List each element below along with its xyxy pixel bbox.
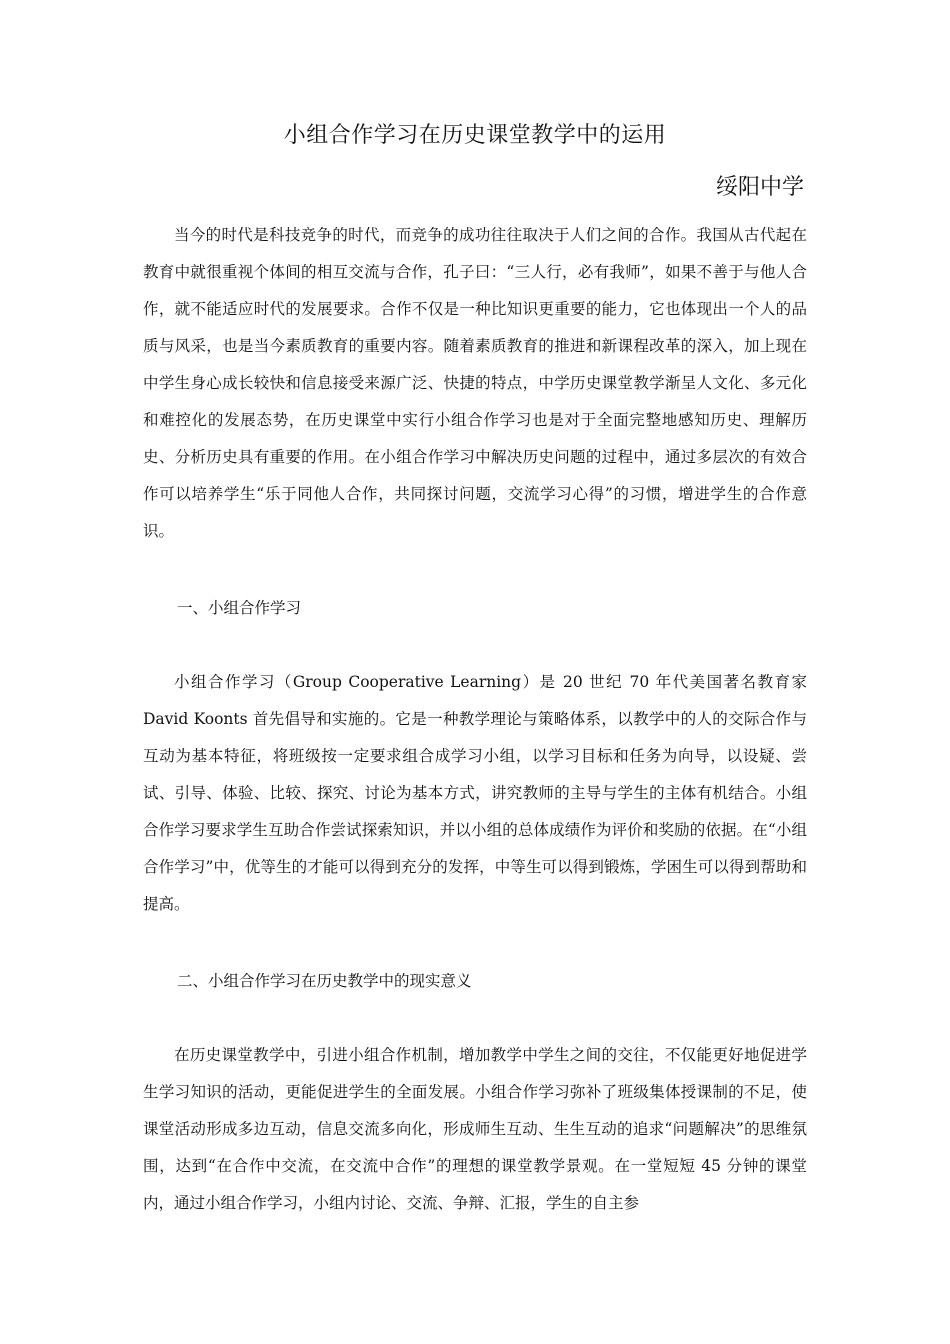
section-paragraph-1: 小组合作学习（Group Cooperative Learning）是 20 世纪 70 年代美国著名教育家 David Koonts 首先倡导和实施的。它是一种教学理论与策略体系，以教学中的人的交际合作与互动为基本特征，将班级按一定要求组合成学习小组，以学习目标和任务为向导，以设疑、尝试、引导、体验、比较、探究、讨论为基本方式，讲究教师的主导与学生的主体有机结合。小组合作学习要求学生互助合作尝试探索知识，并以小组的总体成绩作为评价和奖励的依据。在“小组合作学习”中，优等生的才能可以得到充分的发挥，中等生可以得到锻炼，学困生可以得到帮助和提高。 xyxy=(143,673,807,913)
section-paragraph-2: 在历史课堂教学中，引进小组合作机制，增加教学中学生之间的交往，不仅能更好地促进学生学习知识的活动，更能促进学生的全面发展。小组合作学习弥补了班级集体授课制的不足，使课堂活动形成多边互动，信息交流多向化，形成师生互动、生生互动的追求“问题解决”的思维氛围，达到“在合作中交流，在交流中合作”的理想的课堂教学景观。在一堂短短 45 分钟的课堂内，通过小组合作学习，小组内讨论、交流、争辩、汇报，学生的自主参 xyxy=(143,1046,807,1212)
section-heading-1: 一、小组合作学习 xyxy=(177,599,302,617)
intro-paragraph: 当今的时代是科技竞争的时代，而竞争的成功往往取决于人们之间的合作。我国从古代起在教育中就很重视个体间的相互交流与合作，孔子曰：“三人行，必有我师”，如果不善于与他人合作，就不能适应时代的发展要求。合作不仅是一种比知识更重要的能力，它也体现出一个人的品质与风采，也是当今素质教育的重要内容。随着素质教育的推进和新课程改革的深入，加上现在中学生身心成长较快和信息接受来源广泛、快捷的特点，中学历史课堂教学渐呈人文化、多元化和难控化的发展态势，在历史课堂中实行小组合作学习也是对于全面完整地感知历史、理解历史、分析历史具有重要的作用。在小组合作学习中解决历史问题的过程中，通过多层次的有效合作可以培养学生“乐于同他人合作，共同探讨问题，交流学习心得”的习惯，增进学生的合作意识。 xyxy=(143,226,807,540)
school-name: 绥阳中学 xyxy=(715,175,804,200)
document-title: 小组合作学习在历史课堂教学中的运用 xyxy=(283,123,667,148)
section-heading-2: 二、小组合作学习在历史教学中的现实意义 xyxy=(177,972,472,990)
